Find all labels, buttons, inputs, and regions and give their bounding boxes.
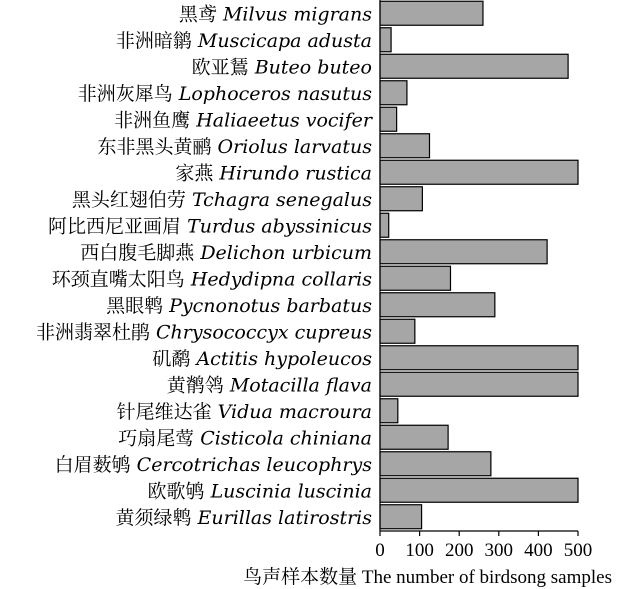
category-label-cn: 黑眼鹎 [106,294,170,317]
bar [380,213,389,237]
category-label-latin: Motacilla flava [229,374,372,397]
category-label-cn: 黑头红翅伯劳 [71,188,192,211]
category-label-cn: 环颈直嘴太阳鸟 [51,268,191,291]
category-label [80,242,372,264]
category-label-latin: Muscicapa adusta [197,29,372,52]
bar [380,54,568,78]
category-label [116,30,372,52]
bar [380,81,407,105]
category-label-cn: 巧扇尾莺 [118,427,201,450]
bar [380,28,391,52]
category-label [118,427,372,449]
bar [380,478,578,502]
category-label-cn: 黑鸢 [178,3,223,26]
category-label-cn: 黄鹡鸰 [166,374,230,397]
category-label-latin: Buteo buteo [254,56,372,79]
x-tick-label: 300 [484,540,514,561]
bar [380,160,578,184]
category-label-latin: Oriolus larvatus [217,135,372,158]
category-label-latin: Hedydipna collaris [190,268,372,291]
x-axis-title: 鸟声样本数量 The number of birdsong samples [243,567,612,588]
category-label [167,374,372,396]
category-label-latin: Haliaeetus vocifer [196,109,372,132]
category-label-latin: Pycnonotus barbatus [169,294,372,317]
category-label-cn: 西白腹毛脚燕 [80,241,201,264]
bar [380,266,450,290]
bar [380,187,422,211]
category-label-cn: 非洲灰犀鸟 [77,82,179,105]
category-label [78,83,373,105]
bar [380,319,415,343]
category-label-latin: Eurillas latirostris [197,506,372,529]
bar [380,240,547,264]
category-label-cn: 欧亚鵟 [191,56,255,79]
bar [380,346,578,370]
category-label [148,480,372,502]
category-labels [36,3,374,529]
category-label [175,162,372,184]
category-label-latin: Delichon urbicum [200,241,372,264]
category-label-cn: 非洲鱼鹰 [114,109,197,132]
category-label-cn: 矶鹬 [152,347,197,370]
x-tick-label: 500 [563,540,593,561]
category-label [192,56,372,78]
category-label-latin: Chrysococcyx cupreus [156,321,372,344]
category-label-cn: 针尾维达雀 [116,400,218,423]
category-label [36,321,372,343]
x-tick-label: 200 [444,540,474,561]
category-label-latin: Cisticola chiniana [200,427,372,450]
category-label [114,109,374,131]
category-label [52,268,372,290]
category-label-latin: Tchagra senegalus [191,188,372,211]
category-label-latin: Milvus migrans [222,3,372,26]
category-label-latin: Actitis hypoleucos [196,347,372,370]
category-label-latin: Cercotrichas leucophrys [136,453,372,476]
bar [380,372,578,396]
category-label-cn: 欧歌鸲 [147,480,211,503]
category-label-latin: Turdus abyssinicus [187,215,372,238]
bar [380,134,430,158]
category-label [72,189,372,211]
bar [380,399,398,423]
bar [380,452,491,476]
category-label-latin: Vidua macroura [217,400,372,423]
category-label-latin: Lophoceros nasutus [178,82,372,105]
bar [380,505,422,529]
category-label-latin: Hirundo rustica [219,162,372,185]
category-label [115,507,372,529]
category-label-cn: 非洲翡翠杜鹃 [35,321,156,344]
x-tick-label: 0 [375,540,385,561]
category-label [179,3,372,25]
bars-layer [380,1,578,529]
category-label-cn: 阿比西尼亚画眉 [48,215,188,238]
bar [380,107,397,131]
category-label-latin: Luscinia luscinia [210,480,372,503]
bar [380,293,495,317]
category-label [55,454,373,476]
category-label [152,348,372,370]
x-tick-label: 100 [405,540,434,561]
category-label-cn: 非洲暗鹟 [115,29,198,52]
bar [380,425,448,449]
x-tick-label: 400 [524,540,553,561]
category-label-cn: 白眉薮鸲 [54,453,137,476]
category-label-cn: 东非黑头黄鹂 [97,135,218,158]
category-label-cn: 家燕 [175,162,220,185]
category-label-cn: 黄须绿鹎 [115,506,198,529]
category-label [98,136,373,158]
category-label [117,401,372,423]
category-label [106,295,372,317]
bar [380,1,483,25]
category-label [48,215,372,237]
